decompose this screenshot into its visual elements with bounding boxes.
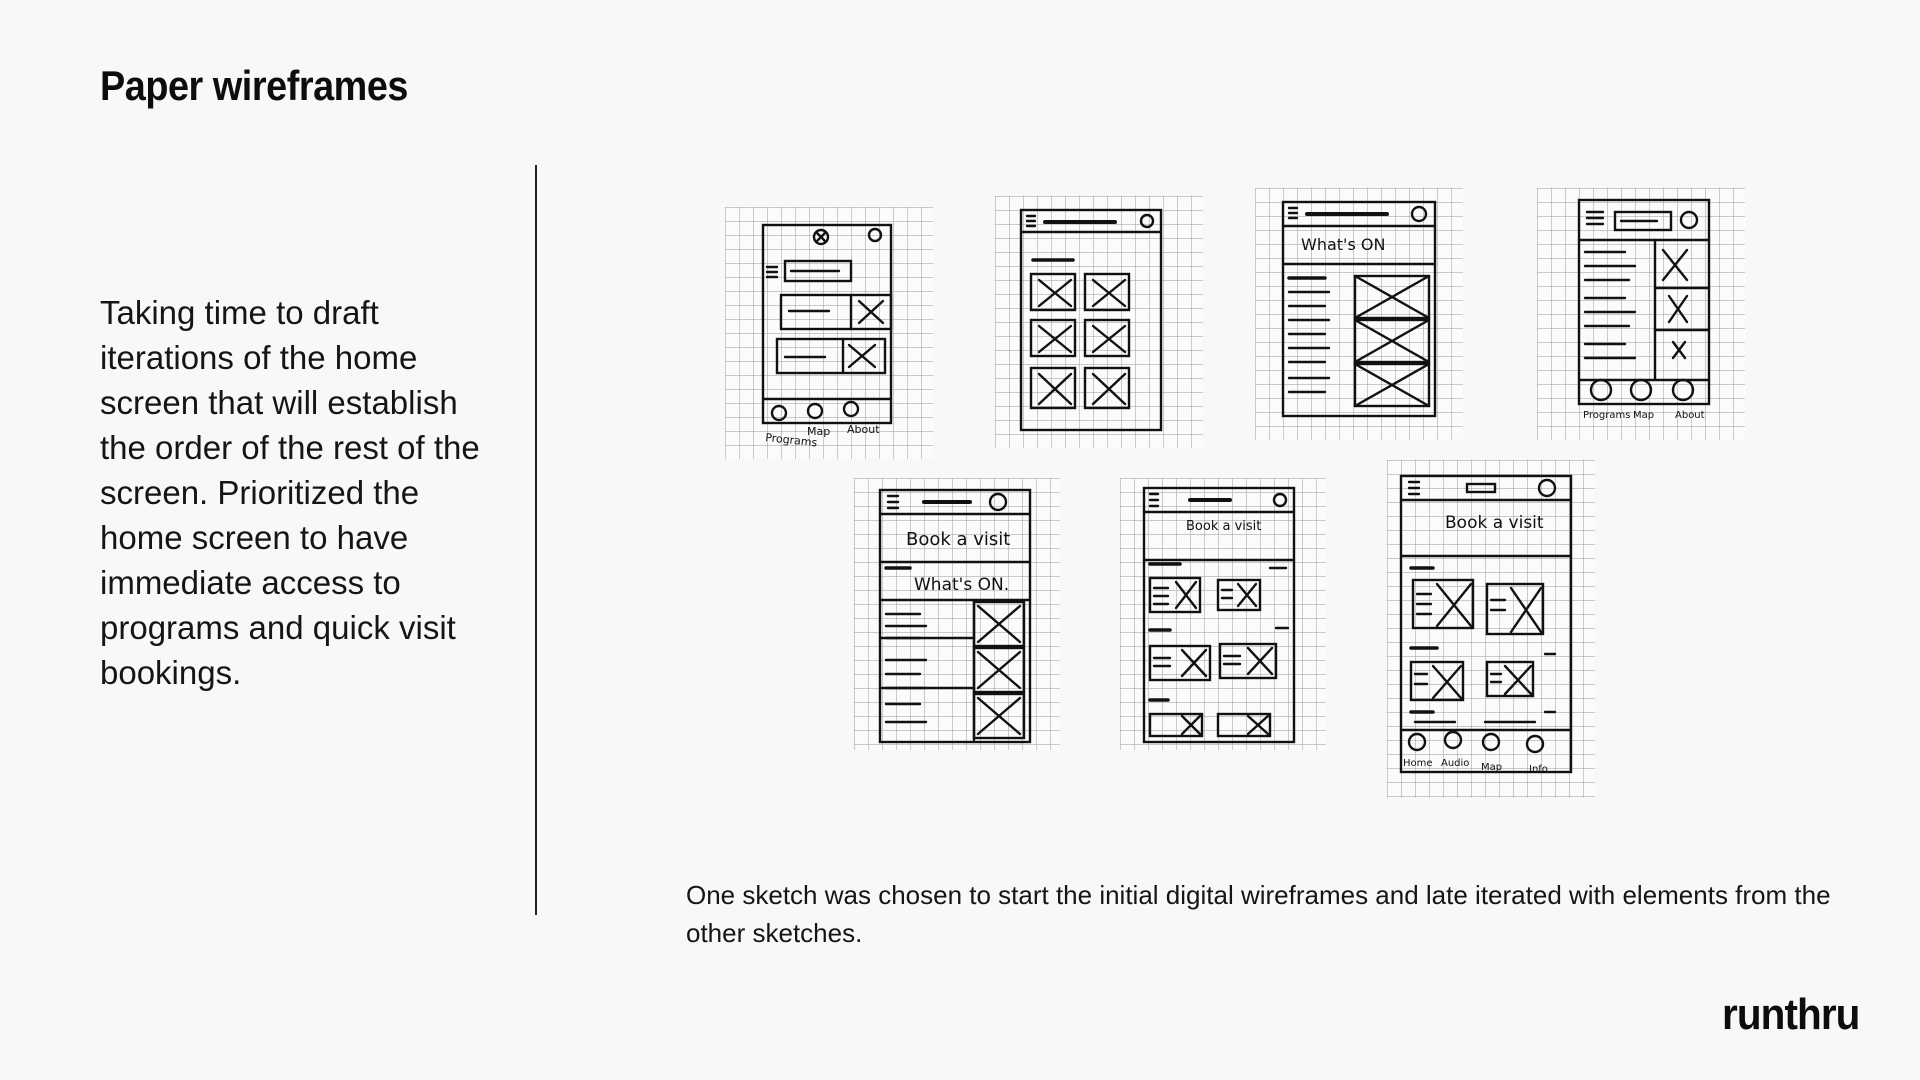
sketch-nav-label: About <box>1675 410 1705 421</box>
sketch-nav-label: Map <box>1633 410 1655 421</box>
wireframe-sketch-1 <box>725 207 933 459</box>
sketch-heading: Book a visit <box>1186 519 1262 534</box>
vertical-divider <box>535 165 537 915</box>
wireframe-sketch-5 <box>854 478 1060 750</box>
caption-text: One sketch was chosen to start the initial digital wireframes and late iterated with elements from the other sketches. <box>686 880 1831 948</box>
sketch-nav-label: Map <box>807 425 831 438</box>
wireframe-sketch-3 <box>1255 188 1463 440</box>
brand-logo: runthru <box>1722 990 1860 1039</box>
wireframe-sketch-2 <box>995 196 1203 448</box>
sketch-nav-label: Audio <box>1441 758 1470 769</box>
sketch-heading: What's ON <box>1301 235 1386 254</box>
sketch-nav-label: Programs <box>1583 410 1631 421</box>
wireframe-sketch-4 <box>1537 188 1745 440</box>
description-text: Taking time to draft iterations of the home screen that will establish the order of the rest of the screen. Prioritized the home screen to have immediate access to programs and quick visit bookings. <box>100 294 480 691</box>
wireframe-sketch-6 <box>1120 478 1326 750</box>
sketch-nav-label: Programs <box>764 431 818 450</box>
sketch-nav-label: About <box>847 423 880 436</box>
sketch-heading: Book a visit <box>1445 513 1544 533</box>
sketch-nav-label: Map <box>1481 762 1503 773</box>
sketch-subheading: What's ON. <box>914 575 1010 595</box>
page-title: Paper wireframes <box>100 62 408 109</box>
wireframe-sketch-7 <box>1387 460 1595 798</box>
sketch-nav-label: Home <box>1403 758 1433 769</box>
sketch-heading: Book a visit <box>906 529 1011 550</box>
sketch-nav-label: Info <box>1529 764 1548 775</box>
